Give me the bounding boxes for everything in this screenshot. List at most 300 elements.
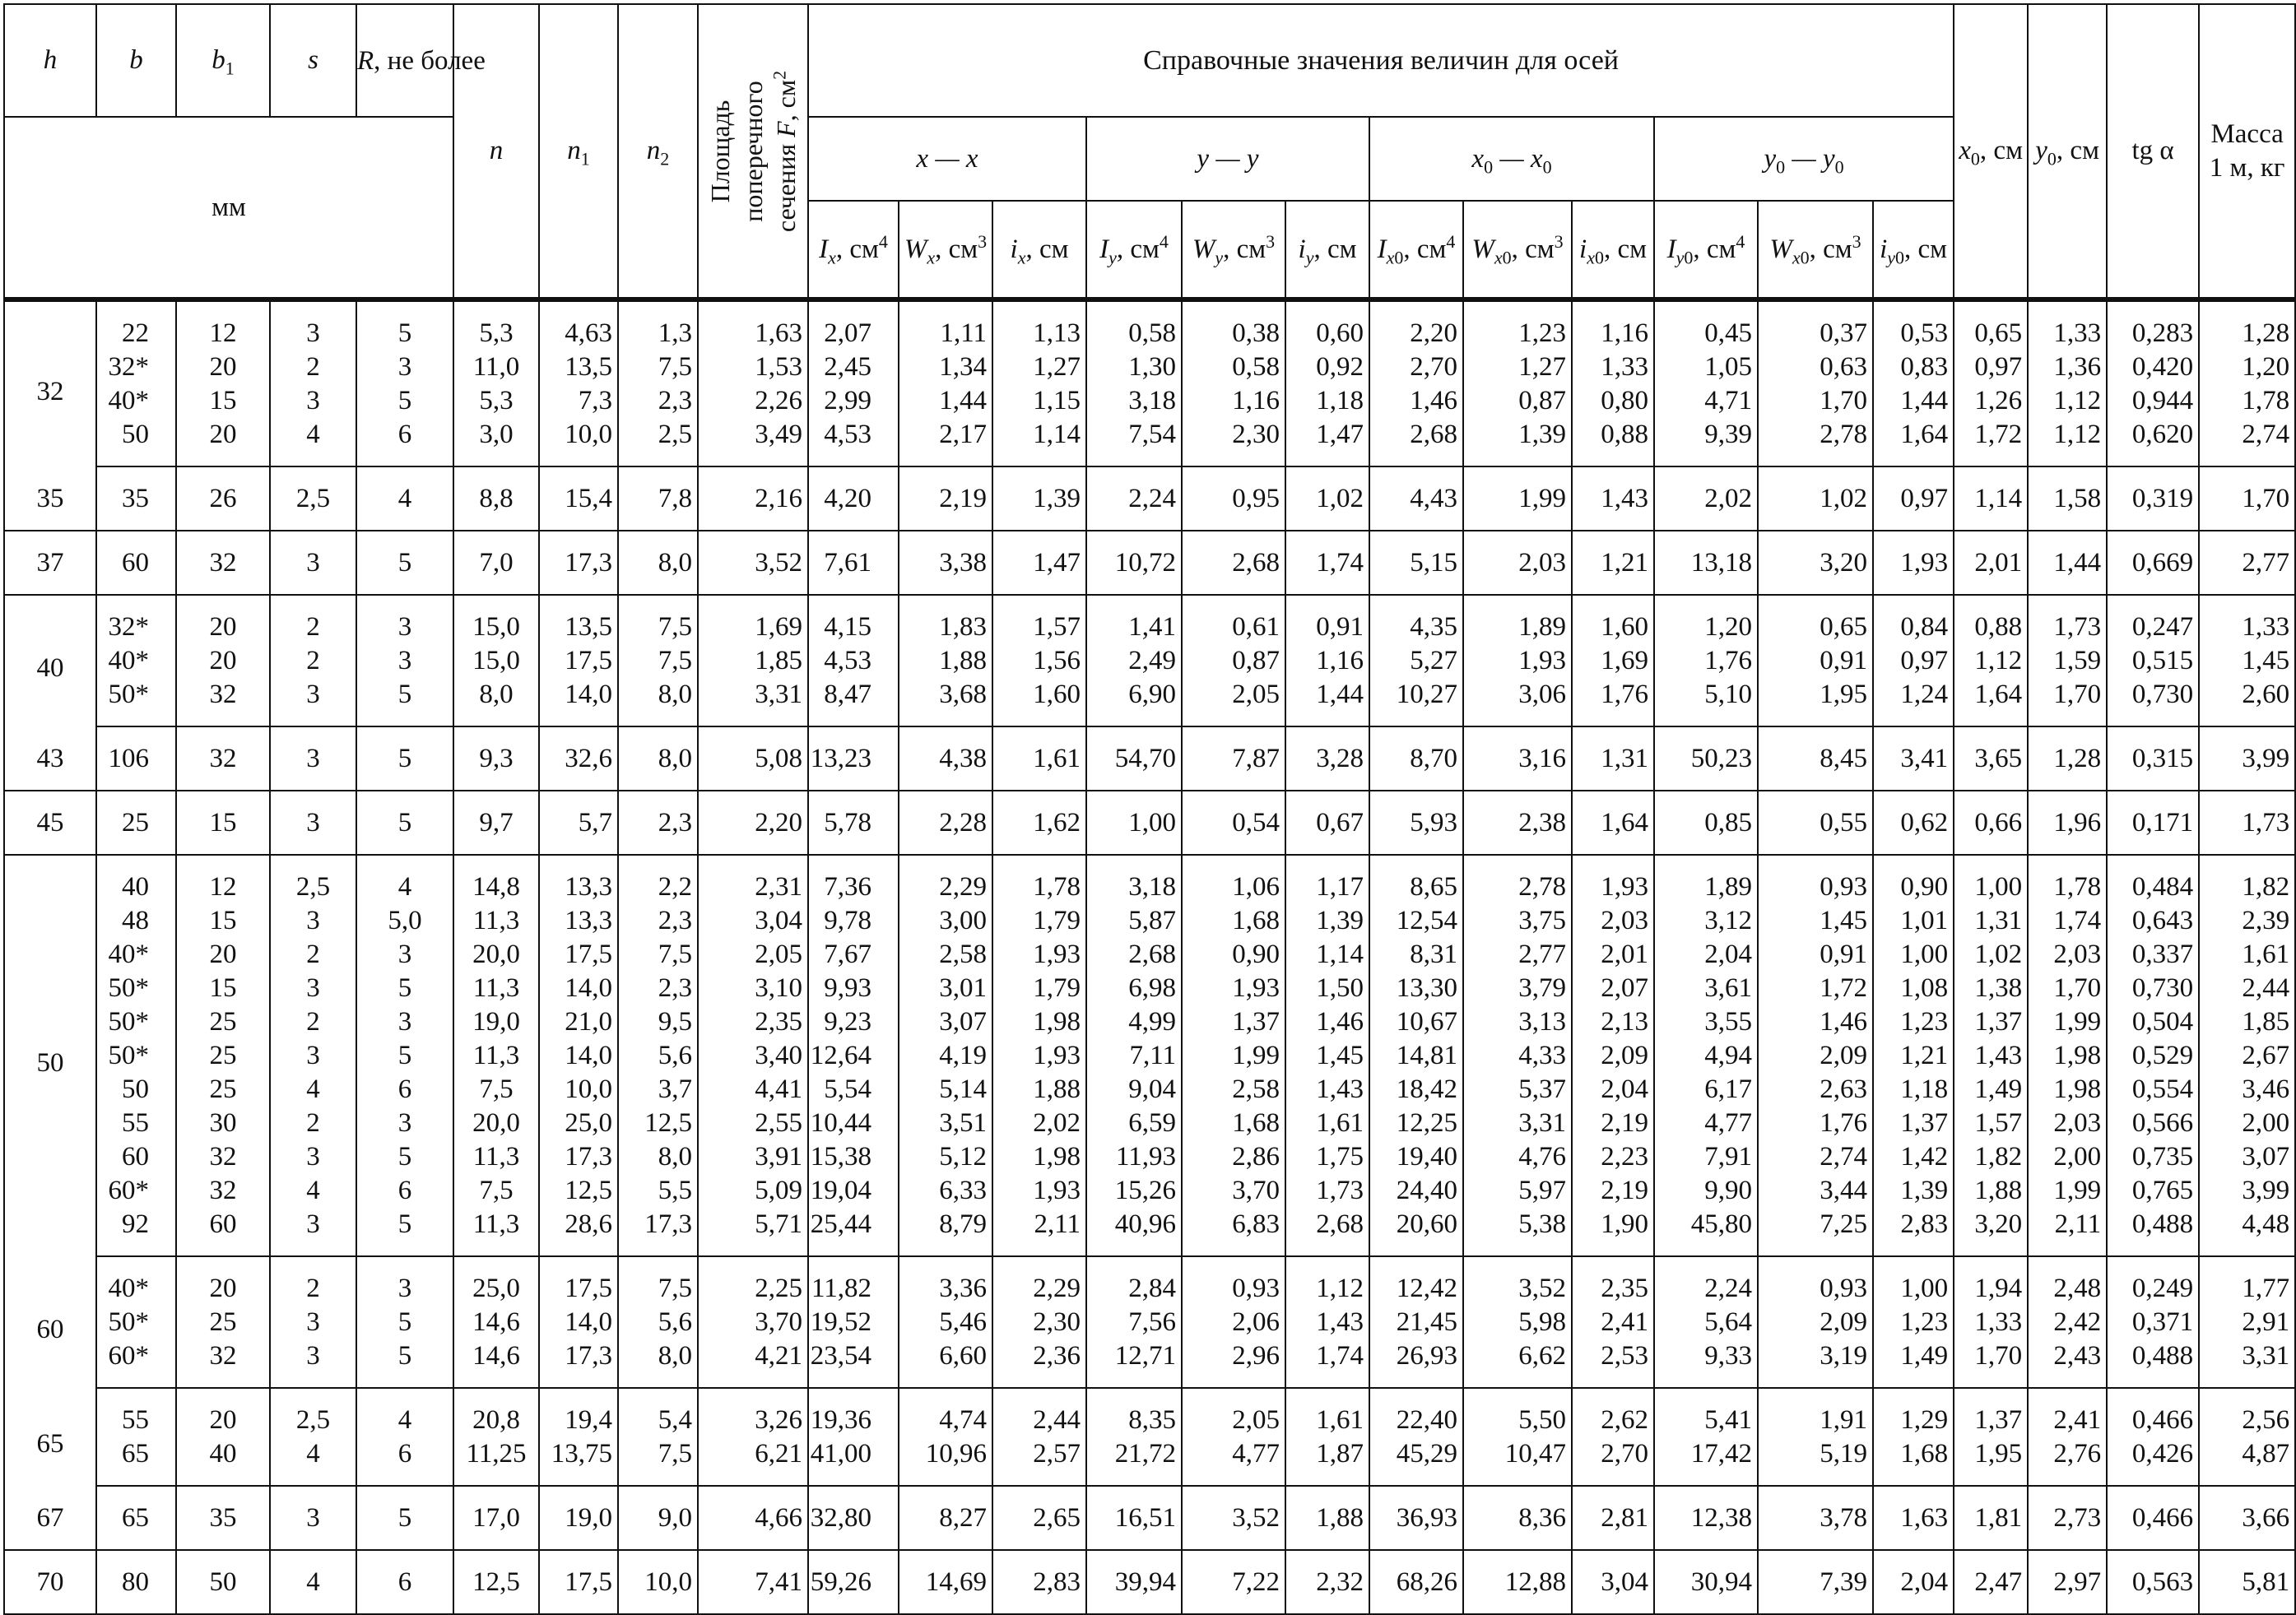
table-cell: 1,82 <box>2199 855 2295 904</box>
table-cell: 10,0 <box>618 1550 698 1614</box>
table-cell: 3 <box>270 1039 356 1073</box>
table-row <box>4 595 2295 644</box>
table-cell: 3,49 <box>698 418 808 466</box>
table-cell: 3,06 <box>1463 678 1572 726</box>
table-cell: 17,5 <box>539 644 618 678</box>
table-cell: 26 <box>176 466 270 531</box>
table-cell: 1,87 <box>1285 1437 1369 1486</box>
table-cell: 32 <box>176 678 270 726</box>
table-cell: 35 <box>96 466 176 531</box>
table-cell: 4 <box>270 1437 356 1486</box>
table-cell: 2,04 <box>1654 938 1758 972</box>
table-cell: 5,6 <box>618 1306 698 1339</box>
header-s: s <box>270 4 356 117</box>
table-cell: 15,26 <box>1086 1174 1182 1208</box>
table-cell: 0,58 <box>1182 350 1285 384</box>
table-cell: 15,4 <box>539 466 618 531</box>
cell-h: 45 <box>4 791 96 855</box>
table-cell: 3 <box>270 1306 356 1339</box>
table-cell: 2 <box>270 938 356 972</box>
table-cell: 2 <box>270 1005 356 1039</box>
table-cell: 50 <box>176 1550 270 1614</box>
table-cell: 12,5 <box>453 1550 539 1614</box>
table-cell: 0,315 <box>2107 726 2199 791</box>
table-row <box>4 1039 2295 1073</box>
table-cell: 1,93 <box>992 1174 1086 1208</box>
table-cell: 40,96 <box>1086 1208 1182 1256</box>
table-cell: 5,78 <box>808 791 899 855</box>
table-cell: 3,70 <box>698 1306 808 1339</box>
table-cell: 60* <box>96 1174 176 1208</box>
table-cell: 3,99 <box>2199 726 2295 791</box>
table-cell: 40* <box>96 384 176 418</box>
table-cell: 5 <box>356 791 453 855</box>
table-row <box>4 299 2295 350</box>
table-cell: 5 <box>356 384 453 418</box>
table-cell: 2,23 <box>1572 1140 1654 1174</box>
table-cell: 3,46 <box>2199 1073 2295 1107</box>
table-cell: 2,58 <box>899 938 992 972</box>
table-cell: 1,70 <box>2028 972 2107 1005</box>
table-row <box>4 418 2295 466</box>
table-cell: 10,0 <box>539 418 618 466</box>
table-cell: 5,5 <box>618 1174 698 1208</box>
table-cell: 3,07 <box>899 1005 992 1039</box>
table-cell: 2,24 <box>1654 1256 1758 1306</box>
table-cell: 0,87 <box>1182 644 1285 678</box>
table-cell: 3,19 <box>1758 1339 1873 1388</box>
table-cell: 13,18 <box>1654 531 1758 595</box>
table-cell: 19,04 <box>808 1174 899 1208</box>
table-cell: 14,0 <box>539 1306 618 1339</box>
table-cell: 1,46 <box>1758 1005 1873 1039</box>
cell-h: 32 <box>4 299 96 466</box>
table-cell: 3,65 <box>1954 726 2028 791</box>
table-cell: 1,82 <box>1954 1140 2028 1174</box>
table-cell: 1,45 <box>1758 904 1873 938</box>
table-cell: 1,93 <box>992 1039 1086 1073</box>
table-cell: 1,39 <box>1873 1174 1954 1208</box>
table-cell: 1,47 <box>992 531 1086 595</box>
table-cell: 50* <box>96 1039 176 1073</box>
table-cell: 12,88 <box>1463 1550 1572 1614</box>
table-cell: 2,09 <box>1758 1306 1873 1339</box>
table-cell: 2,24 <box>1086 466 1182 531</box>
table-cell: 7,61 <box>808 531 899 595</box>
table-cell: 3 <box>270 531 356 595</box>
table-cell: 1,00 <box>1873 1256 1954 1306</box>
table-cell: 7,56 <box>1086 1306 1182 1339</box>
table-cell: 8,47 <box>808 678 899 726</box>
table-cell: 11,93 <box>1086 1140 1182 1174</box>
table-cell: 1,43 <box>1572 466 1654 531</box>
table-cell: 1,34 <box>899 350 992 384</box>
table-cell: 5 <box>356 1208 453 1256</box>
table-cell: 2,20 <box>698 791 808 855</box>
table-cell: 15 <box>176 791 270 855</box>
table-cell: 25 <box>96 791 176 855</box>
table-cell: 8,8 <box>453 466 539 531</box>
table-cell: 2,19 <box>899 466 992 531</box>
header-b1: $b_1$ <box>176 4 270 117</box>
table-cell: 20,0 <box>453 938 539 972</box>
table-cell: 0,53 <box>1873 299 1954 350</box>
table-cell: 0,91 <box>1758 938 1873 972</box>
table-row <box>4 644 2295 678</box>
table-cell: 0,67 <box>1285 791 1369 855</box>
table-cell: 55 <box>96 1388 176 1437</box>
table-cell: 1,68 <box>1182 1107 1285 1140</box>
cell-h: 60 <box>4 1256 96 1388</box>
table-cell: 13,5 <box>539 595 618 644</box>
header-y0: $y_0$, см <box>2028 4 2107 299</box>
table-cell: 2,01 <box>1572 938 1654 972</box>
table-cell: 3,26 <box>698 1388 808 1437</box>
table-cell: 2 <box>270 350 356 384</box>
table-cell: 1,15 <box>992 384 1086 418</box>
table-cell: 1,44 <box>1285 678 1369 726</box>
table-cell: 1,70 <box>1758 384 1873 418</box>
table-row <box>4 1437 2295 1486</box>
table-cell: 3,41 <box>1873 726 1954 791</box>
table-cell: 14,0 <box>539 972 618 1005</box>
table-cell: 39,94 <box>1086 1550 1182 1614</box>
table-cell: 0,93 <box>1182 1256 1285 1306</box>
table-cell: 15,38 <box>808 1140 899 1174</box>
table-cell: 8,35 <box>1086 1388 1182 1437</box>
table-cell: 17,3 <box>539 1339 618 1388</box>
table-cell: 1,64 <box>1954 678 2028 726</box>
table-cell: 3 <box>270 1208 356 1256</box>
table-cell: 32 <box>176 1140 270 1174</box>
table-cell: 2,02 <box>1654 466 1758 531</box>
table-cell: 1,99 <box>2028 1005 2107 1039</box>
table-cell: 2,77 <box>1463 938 1572 972</box>
table-cell: 2,31 <box>698 855 808 904</box>
table-cell: 0,484 <box>2107 855 2199 904</box>
table-cell: 2,28 <box>899 791 992 855</box>
table-cell: 0,944 <box>2107 384 2199 418</box>
table-cell: 7,5 <box>618 938 698 972</box>
cell-h: 40 <box>4 595 96 726</box>
table-cell: 0,38 <box>1182 299 1285 350</box>
table-cell: 5,19 <box>1758 1437 1873 1486</box>
table-cell: 12,25 <box>1369 1107 1463 1140</box>
table-cell: 1,47 <box>1285 418 1369 466</box>
table-cell: 20,8 <box>453 1388 539 1437</box>
table-cell: 5 <box>356 1486 453 1550</box>
table-cell: 1,88 <box>1954 1174 2028 1208</box>
table-cell: 2,07 <box>808 299 899 350</box>
table-cell: 1,76 <box>1758 1107 1873 1140</box>
table-cell: 1,20 <box>2199 350 2295 384</box>
table-cell: 1,33 <box>1954 1306 2028 1339</box>
table-cell: 1,85 <box>698 644 808 678</box>
table-cell: 2,00 <box>2199 1107 2295 1140</box>
table-cell: 12,5 <box>618 1107 698 1140</box>
table-cell: 40* <box>96 644 176 678</box>
table-cell: 3 <box>270 299 356 350</box>
table-cell: 2,74 <box>2199 418 2295 466</box>
table-cell: 2,97 <box>2028 1550 2107 1614</box>
table-cell: 4,33 <box>1463 1039 1572 1073</box>
table-cell: 0,66 <box>1954 791 2028 855</box>
table-row <box>4 1174 2295 1208</box>
header-b: b <box>96 4 176 117</box>
table-cell: 0,88 <box>1954 595 2028 644</box>
table-cell: 5,3 <box>453 299 539 350</box>
table-cell: 2,32 <box>1285 1550 1369 1614</box>
table-cell: 0,87 <box>1463 384 1572 418</box>
table-cell: 0,515 <box>2107 644 2199 678</box>
table-cell: 35 <box>176 1486 270 1550</box>
table-cell: 7,87 <box>1182 726 1285 791</box>
table-cell: 4,38 <box>899 726 992 791</box>
table-cell: 1,59 <box>2028 644 2107 678</box>
table-cell: 7,5 <box>618 644 698 678</box>
table-cell: 2,84 <box>1086 1256 1182 1306</box>
table-cell: 32* <box>96 595 176 644</box>
table-cell: 7,8 <box>618 466 698 531</box>
table-cell: 3 <box>270 1339 356 1388</box>
table-cell: 2,43 <box>2028 1339 2107 1388</box>
table-cell: 2,07 <box>1572 972 1654 1005</box>
table-cell: 10,0 <box>539 1073 618 1107</box>
table-cell: 25 <box>176 1306 270 1339</box>
table-cell: 1,31 <box>1954 904 2028 938</box>
table-cell: 3,55 <box>1654 1005 1758 1039</box>
table-cell: 1,02 <box>1954 938 2028 972</box>
table-cell: 12,42 <box>1369 1256 1463 1306</box>
table-cell: 50* <box>96 1306 176 1339</box>
table-cell: 0,88 <box>1572 418 1654 466</box>
table-cell: 1,70 <box>2028 678 2107 726</box>
table-cell: 0,54 <box>1182 791 1285 855</box>
cell-h: 35 <box>4 466 96 531</box>
table-cell: 2,09 <box>1572 1039 1654 1073</box>
cell-h: 67 <box>4 1486 96 1550</box>
table-cell: 17,5 <box>539 938 618 972</box>
table-cell: 15 <box>176 384 270 418</box>
table-cell: 4,15 <box>808 595 899 644</box>
table-cell: 17,42 <box>1654 1437 1758 1486</box>
table-cell: 5,4 <box>618 1388 698 1437</box>
table-cell: 2,99 <box>808 384 899 418</box>
table-row <box>4 1550 2295 1614</box>
table-cell: 1,37 <box>1182 1005 1285 1039</box>
table-cell: 2,5 <box>618 418 698 466</box>
table-cell: 3 <box>270 678 356 726</box>
table-cell: 3,31 <box>2199 1339 2295 1388</box>
table-cell: 1,12 <box>1285 1256 1369 1306</box>
table-cell: 8,36 <box>1463 1486 1572 1550</box>
table-cell: 6 <box>356 418 453 466</box>
table-cell: 1,31 <box>1572 726 1654 791</box>
table-cell: 5,15 <box>1369 531 1463 595</box>
table-cell: 1,98 <box>992 1140 1086 1174</box>
table-cell: 11,82 <box>808 1256 899 1306</box>
table-cell: 9,90 <box>1654 1174 1758 1208</box>
table-cell: 60 <box>176 1208 270 1256</box>
table-cell: 3,18 <box>1086 384 1182 418</box>
table-cell: 12,64 <box>808 1039 899 1073</box>
table-cell: 6,60 <box>899 1339 992 1388</box>
table-cell: 0,85 <box>1654 791 1758 855</box>
table-cell: 5 <box>356 972 453 1005</box>
table-cell: 20,60 <box>1369 1208 1463 1256</box>
table-cell: 2,83 <box>1873 1208 1954 1256</box>
table-cell: 2,03 <box>2028 1107 2107 1140</box>
table-cell: 1,61 <box>1285 1107 1369 1140</box>
table-cell: 0,60 <box>1285 299 1369 350</box>
table-cell: 4,19 <box>899 1039 992 1073</box>
table-cell: 1,29 <box>1873 1388 1954 1437</box>
table-cell: 4,87 <box>2199 1437 2295 1486</box>
table-cell: 6,21 <box>698 1437 808 1486</box>
table-cell: 16,51 <box>1086 1486 1182 1550</box>
table-cell: 60 <box>96 531 176 595</box>
table-cell: 3,79 <box>1463 972 1572 1005</box>
table-cell: 2,62 <box>1572 1388 1654 1437</box>
table-cell: 5,0 <box>356 904 453 938</box>
table-cell: 3,52 <box>1182 1486 1285 1550</box>
table-cell: 1,17 <box>1285 855 1369 904</box>
table-row <box>4 531 2295 595</box>
table-cell: 1,93 <box>1873 531 1954 595</box>
table-cell: 4,48 <box>2199 1208 2295 1256</box>
table-cell: 1,63 <box>1873 1486 1954 1550</box>
table-cell: 2,3 <box>618 904 698 938</box>
table-cell: 0,171 <box>2107 791 2199 855</box>
table-cell: 19,0 <box>539 1486 618 1550</box>
table-cell: 5,38 <box>1463 1208 1572 1256</box>
table-cell: 1,18 <box>1873 1073 1954 1107</box>
table-cell: 19,36 <box>808 1388 899 1437</box>
table-cell: 1,16 <box>1285 644 1369 678</box>
table-cell: 2,48 <box>2028 1256 2107 1306</box>
header-x0: $x_0$, см <box>1954 4 2028 299</box>
table-cell: 1,76 <box>1654 644 1758 678</box>
table-cell: 1,94 <box>1954 1256 2028 1306</box>
table-cell: 1,43 <box>1954 1039 2028 1073</box>
table-cell: 65 <box>96 1486 176 1550</box>
table-cell: 1,69 <box>1572 644 1654 678</box>
table-row <box>4 791 2295 855</box>
table-cell: 0,84 <box>1873 595 1954 644</box>
table-cell: 12 <box>176 855 270 904</box>
table-cell: 3,78 <box>1758 1486 1873 1550</box>
table-cell: 1,23 <box>1463 299 1572 350</box>
table-cell: 24,40 <box>1369 1174 1463 1208</box>
table-cell: 3,04 <box>1572 1550 1654 1614</box>
table-cell: 5,08 <box>698 726 808 791</box>
table-cell: 2,30 <box>1182 418 1285 466</box>
table-cell: 0,504 <box>2107 1005 2199 1039</box>
table-cell: 13,5 <box>539 350 618 384</box>
table-cell: 7,22 <box>1182 1550 1285 1614</box>
table-cell: 1,39 <box>1463 418 1572 466</box>
table-cell: 25,0 <box>453 1256 539 1306</box>
table-cell: 2,19 <box>1572 1174 1654 1208</box>
table-cell: 7,91 <box>1654 1140 1758 1174</box>
table-cell: 40* <box>96 938 176 972</box>
table-cell: 6 <box>356 1073 453 1107</box>
table-cell: 1,12 <box>1954 644 2028 678</box>
table-cell: 1,62 <box>992 791 1086 855</box>
table-cell: 2,17 <box>899 418 992 466</box>
table-cell: 6,59 <box>1086 1107 1182 1140</box>
table-cell: 17,3 <box>539 1140 618 1174</box>
table-cell: 7,41 <box>698 1550 808 1614</box>
table-cell: 14,8 <box>453 855 539 904</box>
table-cell: 1,12 <box>2028 418 2107 466</box>
table-cell: 1,05 <box>1654 350 1758 384</box>
table-cell: 0,466 <box>2107 1486 2199 1550</box>
table-cell: 0,765 <box>2107 1174 2199 1208</box>
table-cell: 1,44 <box>1873 384 1954 418</box>
table-cell: 1,00 <box>1954 855 2028 904</box>
header-area-text: Площадь поперечного сечения F, $см^2$ <box>705 70 801 232</box>
table-cell: 50 <box>96 1073 176 1107</box>
table-cell: 2,02 <box>992 1107 1086 1140</box>
table-cell: 2 <box>270 595 356 644</box>
table-cell: 1,11 <box>899 299 992 350</box>
table-cell: 60 <box>96 1140 176 1174</box>
table-cell: 20 <box>176 595 270 644</box>
table-cell: 23,54 <box>808 1339 899 1388</box>
table-cell: 32* <box>96 350 176 384</box>
table-cell: 2,45 <box>808 350 899 384</box>
table-cell: 1,64 <box>1873 418 1954 466</box>
table-cell: 1,64 <box>1572 791 1654 855</box>
table-cell: 3,40 <box>698 1039 808 1073</box>
table-cell: 8,0 <box>618 1339 698 1388</box>
table-cell: 2,16 <box>698 466 808 531</box>
table-cell: 8,45 <box>1758 726 1873 791</box>
table-cell: 7,25 <box>1758 1208 1873 1256</box>
table-cell: 5,14 <box>899 1073 992 1107</box>
table-cell: 3,0 <box>453 418 539 466</box>
table-cell: 0,643 <box>2107 904 2199 938</box>
table-cell: 54,70 <box>1086 726 1182 791</box>
table-cell: 3 <box>356 1256 453 1306</box>
table-cell: 1,45 <box>1285 1039 1369 1073</box>
table-cell: 2,05 <box>1182 678 1285 726</box>
table-cell: 10,44 <box>808 1107 899 1140</box>
header-n2: $n_2$ <box>618 4 698 299</box>
table-cell: 11,25 <box>453 1437 539 1486</box>
table-cell: 50* <box>96 972 176 1005</box>
table-cell: 3,31 <box>698 678 808 726</box>
table-cell: 1,91 <box>1758 1388 1873 1437</box>
table-cell: 3 <box>270 384 356 418</box>
table-cell: 1,88 <box>992 1073 1086 1107</box>
table-cell: 12,54 <box>1369 904 1463 938</box>
table-cell: 1,44 <box>2028 531 2107 595</box>
table-cell: 9,23 <box>808 1005 899 1039</box>
table-cell: 6,62 <box>1463 1339 1572 1388</box>
table-cell: 2,39 <box>2199 904 2295 938</box>
table-cell: 15 <box>176 904 270 938</box>
table-cell: 0,730 <box>2107 972 2199 1005</box>
table-cell: 4,53 <box>808 418 899 466</box>
table-cell: 1,75 <box>1285 1140 1369 1174</box>
table-cell: 1,83 <box>899 595 992 644</box>
table-cell: 1,74 <box>1285 1339 1369 1388</box>
table-cell: 2,01 <box>1954 531 2028 595</box>
table-cell: 3,28 <box>1285 726 1369 791</box>
table-cell: 0,92 <box>1285 350 1369 384</box>
